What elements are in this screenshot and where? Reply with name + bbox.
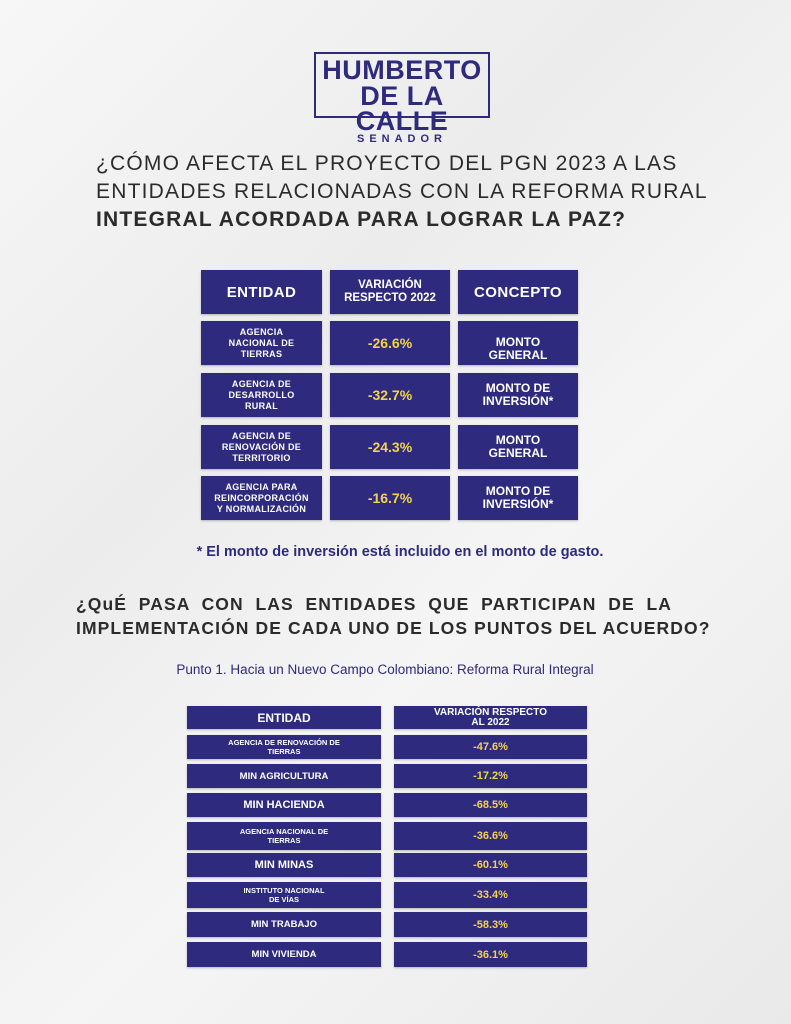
table2-row-7-variacion: -58.3%	[394, 912, 587, 937]
table2-row-1-variacion: -47.6%	[394, 735, 587, 759]
table1-header-variacion: VARIACIÓN RESPECTO 2022	[330, 270, 450, 314]
table1-header-entidad: ENTIDAD	[201, 270, 322, 314]
table1-row-1-concepto: MONTO GENERAL	[458, 321, 578, 365]
punto-1-subtitle: Punto 1. Hacia un Nuevo Campo Colombiano: Reforma Rural Integral	[176, 662, 594, 677]
logo-line-3: SENADOR	[356, 133, 447, 145]
table2-row-5-variacion: -60.1%	[394, 853, 587, 877]
table2-row-8-variacion: -36.1%	[394, 942, 587, 967]
investment-footnote: * El monto de inversión está incluido en el monto de gasto.	[196, 544, 604, 560]
table2-row-3-variacion: -68.5%	[394, 793, 587, 817]
table1-row-4-variacion: -16.7%	[330, 476, 450, 520]
logo-line-1: HUMBERTO	[322, 55, 482, 85]
table1-row-1-variacion: -26.6%	[330, 321, 450, 365]
table1-row-3-entidad: AGENCIA DE RENOVACIÓN DE TERRITORIO	[201, 425, 322, 469]
table2-header-variacion: VARIACIÓN RESPECTO AL 2022	[394, 706, 587, 729]
table2-row-6-entidad: INSTITUTO NACIONAL DE VÍAS	[187, 882, 381, 908]
question-1-heading	[96, 150, 706, 234]
table2-row-5-entidad: MIN MINAS	[187, 853, 381, 877]
question-2-line-1: ¿QuÉ PASA CON LAS ENTIDADES QUE PARTICIPAN DE LA	[76, 594, 672, 614]
question-1-line-1: ¿CÓMO AFECTA EL PROYECTO DEL PGN 2023 A LAS	[96, 152, 678, 175]
table1-header-concepto: CONCEPTO	[458, 270, 578, 314]
table2-row-2-variacion: -17.2%	[394, 764, 587, 788]
question-1-line-3: INTEGRAL ACORDADA PARA LOGRAR LA PAZ?	[96, 208, 627, 231]
table2-row-8-entidad: MIN VIVIENDA	[187, 942, 381, 967]
table1-row-4-entidad: AGENCIA PARA REINCORPORACIÓN Y NORMALIZACIÓN	[201, 476, 322, 520]
table2-row-4-entidad: AGENCIA NACIONAL DE TIERRAS	[187, 822, 381, 850]
table2-row-7-entidad: MIN TRABAJO	[187, 912, 381, 937]
table1-row-3-variacion: -24.3%	[330, 425, 450, 469]
table1-row-3-concepto: MONTO GENERAL	[458, 425, 578, 469]
logo	[314, 52, 490, 145]
table2-row-2-entidad: MIN AGRICULTURA	[187, 764, 381, 788]
table2-row-6-variacion: -33.4%	[394, 882, 587, 908]
table2-row-3-entidad: MIN HACIENDA	[187, 793, 381, 817]
logo-line-2: DE LA CALLE	[355, 81, 449, 136]
table1-row-2-concepto: MONTO DE INVERSIÓN*	[458, 373, 578, 417]
question-2-line-2: IMPLEMENTACIÓN DE CADA UNO DE LOS PUNTOS DEL ACUERDO?	[76, 618, 711, 638]
table1-row-2-variacion: -32.7%	[330, 373, 450, 417]
question-2-heading	[76, 592, 711, 640]
table2-row-1-entidad: AGENCIA DE RENOVACIÓN DE TIERRAS	[187, 735, 381, 759]
table1-row-1-entidad: AGENCIA NACIONAL DE TIERRAS	[201, 321, 322, 365]
question-1-line-2: ENTIDADES RELACIONADAS CON LA REFORMA RURAL	[96, 180, 708, 203]
table1-row-2-entidad: AGENCIA DE DESARROLLO RURAL	[201, 373, 322, 417]
table2-header-entidad: ENTIDAD	[187, 706, 381, 729]
table1-row-4-concepto: MONTO DE INVERSIÓN*	[458, 476, 578, 520]
table2-row-4-variacion: -36.6%	[394, 822, 587, 850]
